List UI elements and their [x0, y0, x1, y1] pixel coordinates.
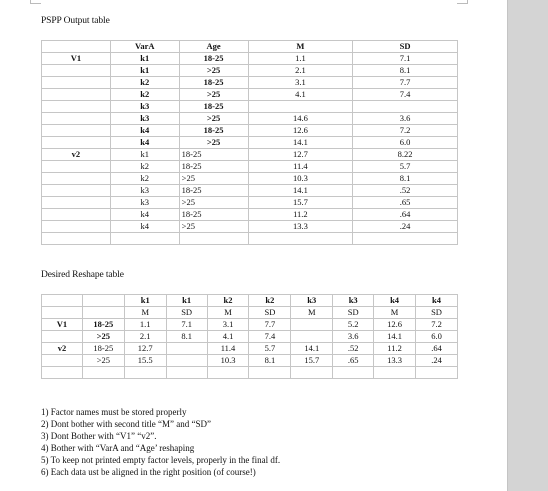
table-cell — [42, 113, 111, 125]
table-cell: 13.3 — [374, 355, 416, 367]
table-cell: 1.1 — [124, 319, 166, 331]
note-item: 6) Each data ust be aligned in the right position (of course!) — [41, 467, 256, 477]
table-cell: 13.3 — [248, 221, 353, 233]
column-header: k2 — [207, 295, 249, 307]
column-header: k1 — [166, 295, 207, 307]
table-row — [42, 367, 458, 379]
table-cell: 8.1 — [166, 331, 207, 343]
table-cell — [42, 101, 111, 113]
table-cell: 18-25 — [179, 149, 248, 161]
note-item: 4) Bother with “VarA and “Age’ reshaping — [41, 443, 195, 453]
table-cell: 10.3 — [248, 173, 353, 185]
column-header: M — [374, 307, 416, 319]
table-cell — [124, 367, 166, 379]
table-cell: 18-25 — [82, 343, 124, 355]
table-cell: 2.1 — [248, 65, 353, 77]
column-header: k3 — [333, 295, 374, 307]
table-cell: 11.4 — [248, 161, 353, 173]
table-cell — [42, 137, 111, 149]
table-row — [42, 161, 458, 173]
table-cell — [42, 197, 111, 209]
table-cell: 11.4 — [207, 343, 249, 355]
table-cell: 3.6 — [333, 331, 374, 343]
table-cell: k3 — [110, 197, 179, 209]
table-row — [42, 355, 458, 367]
table-cell: k4 — [110, 221, 179, 233]
table-cell: 3.1 — [248, 77, 353, 89]
table-cell — [166, 355, 207, 367]
table-header-row — [42, 307, 458, 319]
table-row — [42, 209, 458, 221]
table-cell: k4 — [110, 209, 179, 221]
table-cell — [42, 161, 111, 173]
table-cell — [291, 319, 333, 331]
table-cell — [374, 367, 416, 379]
table-cell: k1 — [110, 149, 179, 161]
table-cell: 11.2 — [374, 343, 416, 355]
table-cell: >25 — [82, 355, 124, 367]
page-corner-mark — [30, 0, 41, 4]
column-header: M — [248, 41, 353, 53]
table-cell — [291, 331, 333, 343]
table-row — [42, 113, 458, 125]
table-header-row — [42, 295, 458, 307]
column-header — [42, 41, 111, 53]
pspp-output-table — [41, 40, 458, 245]
column-header — [42, 295, 83, 307]
table-cell: k4 — [110, 137, 179, 149]
table-cell: .24 — [353, 221, 458, 233]
table-cell: 6.0 — [416, 331, 458, 343]
column-header — [42, 307, 83, 319]
section-title-reshape: Desired Reshape table — [41, 270, 124, 280]
table-cell: 12.7 — [124, 343, 166, 355]
table-cell: 14.1 — [248, 137, 353, 149]
table-cell — [42, 185, 111, 197]
table-cell: 15.7 — [291, 355, 333, 367]
table-cell: .65 — [333, 355, 374, 367]
table-row — [42, 125, 458, 137]
note-item: 2) Dont bother with second title “M” and “SD” — [41, 419, 211, 429]
table-cell: 18-25 — [179, 209, 248, 221]
table-header-row — [42, 41, 458, 53]
table-cell: 14.1 — [374, 331, 416, 343]
table-cell — [166, 343, 207, 355]
table-cell — [42, 367, 83, 379]
table-cell: 8.22 — [353, 149, 458, 161]
column-header: k4 — [374, 295, 416, 307]
table-cell: k2 — [110, 173, 179, 185]
table-cell — [333, 367, 374, 379]
column-header: SD — [333, 307, 374, 319]
table-cell: k1 — [110, 53, 179, 65]
table-cell: 8.1 — [353, 173, 458, 185]
column-header — [82, 295, 124, 307]
table-cell: 7.2 — [353, 125, 458, 137]
table-cell: v2 — [42, 149, 111, 161]
table-cell — [179, 233, 248, 245]
page-corner-mark — [457, 0, 468, 4]
table-cell: k1 — [110, 65, 179, 77]
column-header: SD — [166, 307, 207, 319]
table-row — [42, 53, 458, 65]
table-cell: 5.7 — [353, 161, 458, 173]
desired-reshape-table — [41, 294, 458, 379]
column-header — [82, 307, 124, 319]
table-cell: 18-25 — [179, 161, 248, 173]
table-cell: 12.7 — [248, 149, 353, 161]
table-cell — [291, 367, 333, 379]
table-cell: 6.0 — [353, 137, 458, 149]
table-cell: V1 — [42, 53, 111, 65]
column-header: SD — [249, 307, 291, 319]
table-cell — [166, 367, 207, 379]
table-cell: .52 — [333, 343, 374, 355]
table-cell: k3 — [110, 101, 179, 113]
table-row — [42, 137, 458, 149]
column-header: VarA — [110, 41, 179, 53]
table-cell — [42, 355, 83, 367]
table-cell: .64 — [353, 209, 458, 221]
table-row — [42, 319, 458, 331]
table-cell: 5.7 — [249, 343, 291, 355]
table-cell — [353, 101, 458, 113]
table-row — [42, 197, 458, 209]
table-cell: 5.2 — [333, 319, 374, 331]
table-cell: 18-25 — [179, 185, 248, 197]
table-cell: 10.3 — [207, 355, 249, 367]
column-header: M — [291, 307, 333, 319]
column-header: k3 — [291, 295, 333, 307]
table-cell: k3 — [110, 113, 179, 125]
table-cell — [42, 125, 111, 137]
table-cell: 14.1 — [291, 343, 333, 355]
table-cell: 11.2 — [248, 209, 353, 221]
table-cell — [248, 101, 353, 113]
table-cell: 18-25 — [179, 101, 248, 113]
table-cell: 3.6 — [353, 113, 458, 125]
table-cell — [42, 233, 111, 245]
table-row — [42, 185, 458, 197]
table-cell: k2 — [110, 77, 179, 89]
table-row — [42, 65, 458, 77]
table-cell: V1 — [42, 319, 83, 331]
column-header: M — [207, 307, 249, 319]
table-cell: 18-25 — [179, 77, 248, 89]
table-cell: 7.4 — [249, 331, 291, 343]
table-cell — [42, 77, 111, 89]
table-cell: .65 — [353, 197, 458, 209]
table-row — [42, 331, 458, 343]
note-item: 5) To keep not printed empty factor levels, properly in the final df. — [41, 455, 281, 465]
table-cell: >25 — [179, 65, 248, 77]
table-cell: >25 — [179, 173, 248, 185]
table-cell: 8.1 — [249, 355, 291, 367]
notes-list — [41, 406, 280, 478]
table-row — [42, 173, 458, 185]
table-cell: 15.7 — [248, 197, 353, 209]
table-row — [42, 101, 458, 113]
table-cell: 7.4 — [353, 89, 458, 101]
column-header: M — [124, 307, 166, 319]
table-cell — [42, 331, 83, 343]
table-cell: 14.6 — [248, 113, 353, 125]
table-cell: 7.7 — [249, 319, 291, 331]
table-cell: 12.6 — [248, 125, 353, 137]
table-cell: 7.1 — [166, 319, 207, 331]
table-cell: >25 — [82, 331, 124, 343]
table-cell: 1.1 — [248, 53, 353, 65]
column-header: k4 — [416, 295, 458, 307]
table-cell: 18-25 — [82, 319, 124, 331]
table-row — [42, 149, 458, 161]
table-cell — [248, 233, 353, 245]
column-header: SD — [353, 41, 458, 53]
table-cell: 4.1 — [207, 331, 249, 343]
table-cell: 18-25 — [179, 53, 248, 65]
table-row — [42, 233, 458, 245]
table-cell — [42, 89, 111, 101]
note-item: 3) Dont Bother with “V1” “v2”. — [41, 431, 157, 441]
table-cell: .24 — [416, 355, 458, 367]
table-cell — [110, 233, 179, 245]
table-cell: >25 — [179, 113, 248, 125]
table-cell: >25 — [179, 89, 248, 101]
column-header: SD — [416, 307, 458, 319]
table-cell: .52 — [353, 185, 458, 197]
section-title-output: PSPP Output table — [41, 16, 110, 26]
table-cell: 12.6 — [374, 319, 416, 331]
table-cell: k3 — [110, 185, 179, 197]
table-cell — [42, 65, 111, 77]
table-cell: k4 — [110, 125, 179, 137]
column-header: k2 — [249, 295, 291, 307]
table-cell: 7.2 — [416, 319, 458, 331]
window-gutter — [507, 0, 548, 491]
table-cell: 4.1 — [248, 89, 353, 101]
table-cell: k2 — [110, 89, 179, 101]
table-cell — [353, 233, 458, 245]
table-row — [42, 77, 458, 89]
table-cell — [42, 221, 111, 233]
column-header: k1 — [124, 295, 166, 307]
table-cell — [207, 367, 249, 379]
table-cell: k2 — [110, 161, 179, 173]
table-cell: >25 — [179, 221, 248, 233]
table-cell: 15.5 — [124, 355, 166, 367]
table-cell — [416, 367, 458, 379]
table-cell — [82, 367, 124, 379]
table-cell — [42, 173, 111, 185]
table-cell: 2.1 — [124, 331, 166, 343]
table-cell: >25 — [179, 197, 248, 209]
note-item: 1) Factor names must be stored properly — [41, 407, 187, 417]
table-row — [42, 343, 458, 355]
table-cell: v2 — [42, 343, 83, 355]
table-cell: 18-25 — [179, 125, 248, 137]
table-cell: .64 — [416, 343, 458, 355]
table-cell: 7.7 — [353, 77, 458, 89]
table-cell: >25 — [179, 137, 248, 149]
table-cell: 7.1 — [353, 53, 458, 65]
table-cell — [249, 367, 291, 379]
table-cell: 14.1 — [248, 185, 353, 197]
table-row — [42, 89, 458, 101]
table-row — [42, 221, 458, 233]
column-header: Age — [179, 41, 248, 53]
table-cell: 3.1 — [207, 319, 249, 331]
table-cell: 8.1 — [353, 65, 458, 77]
table-cell — [42, 209, 111, 221]
